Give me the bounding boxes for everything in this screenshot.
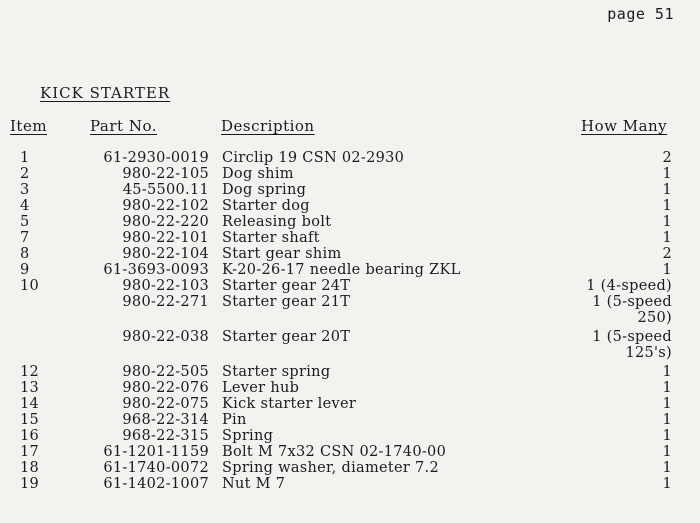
quantity bbox=[460, 329, 672, 361]
item-number: 5 bbox=[20, 214, 30, 230]
part-description: Releasing bolt bbox=[222, 214, 332, 230]
table-row bbox=[0, 329, 700, 362]
quantity bbox=[460, 150, 672, 166]
part-description: Spring washer, diameter 7.2 bbox=[222, 460, 439, 476]
quantity-line: 1 bbox=[662, 460, 672, 476]
item-number: 19 bbox=[20, 476, 40, 492]
part-description: Lever hub bbox=[222, 380, 300, 396]
part-description: Nut M 7 bbox=[222, 476, 286, 492]
part-description: Bolt M 7x32 CSN 02-1740-00 bbox=[222, 444, 447, 460]
part-number: 980-22-075 bbox=[122, 396, 209, 412]
quantity-line: 1 bbox=[662, 182, 672, 198]
part-number: 980-22-101 bbox=[122, 230, 209, 246]
part-number: 980-22-105 bbox=[122, 166, 209, 182]
column-header-description: Description bbox=[221, 117, 315, 135]
quantity bbox=[460, 166, 672, 182]
part-description: Pin bbox=[222, 412, 247, 428]
item-number: 8 bbox=[20, 246, 30, 262]
table-row bbox=[0, 294, 700, 327]
quantity-line: 1 bbox=[662, 166, 672, 182]
part-number: 980-22-104 bbox=[122, 246, 209, 262]
table-row bbox=[0, 278, 700, 294]
table-row bbox=[0, 364, 700, 380]
quantity-line: 1 bbox=[662, 476, 672, 492]
table-row bbox=[0, 230, 700, 246]
part-number: 980-22-102 bbox=[122, 198, 209, 214]
table-row bbox=[0, 444, 700, 460]
table-row bbox=[0, 380, 700, 396]
quantity-line: 1 bbox=[662, 412, 672, 428]
part-description: Starter gear 21T bbox=[222, 294, 351, 310]
part-number: 61-3693-0093 bbox=[103, 262, 209, 278]
quantity bbox=[460, 412, 672, 428]
parts-list bbox=[0, 150, 700, 492]
item-number: 18 bbox=[20, 460, 40, 476]
part-number: 61-1740-0072 bbox=[103, 460, 209, 476]
quantity bbox=[460, 246, 672, 262]
quantity-line: 1 bbox=[662, 396, 672, 412]
quantity-line: 1 (5-speed bbox=[592, 294, 672, 310]
quantity-line: 2 bbox=[662, 246, 672, 262]
part-number: 980-22-038 bbox=[122, 329, 209, 345]
item-number: 4 bbox=[20, 198, 30, 214]
table-row bbox=[0, 412, 700, 428]
item-number: 9 bbox=[20, 262, 30, 278]
column-header-how-many: How Many bbox=[581, 117, 668, 135]
part-description: Dog spring bbox=[222, 182, 307, 198]
table-row bbox=[0, 198, 700, 214]
item-number: 7 bbox=[20, 230, 30, 246]
part-description: Starter gear 20T bbox=[222, 329, 351, 345]
table-row bbox=[0, 214, 700, 230]
item-number: 13 bbox=[20, 380, 40, 396]
part-number: 968-22-315 bbox=[122, 428, 209, 444]
table-row bbox=[0, 396, 700, 412]
part-number: 61-1201-1159 bbox=[103, 444, 209, 460]
quantity bbox=[460, 294, 672, 326]
item-number: 2 bbox=[20, 166, 30, 182]
page-number: page 51 bbox=[607, 5, 674, 23]
quantity-line: 1 bbox=[662, 364, 672, 380]
part-number: 980-22-076 bbox=[122, 380, 209, 396]
part-description: Spring bbox=[222, 428, 274, 444]
quantity-line: 1 bbox=[662, 262, 672, 278]
quantity bbox=[460, 214, 672, 230]
table-row bbox=[0, 166, 700, 182]
part-description: Start gear shim bbox=[222, 246, 342, 262]
table-row bbox=[0, 428, 700, 444]
item-number: 15 bbox=[20, 412, 40, 428]
quantity-line: 1 bbox=[662, 214, 672, 230]
quantity-line: 125's) bbox=[625, 345, 672, 361]
quantity-line: 1 bbox=[662, 198, 672, 214]
part-description: Circlip 19 CSN 02-2930 bbox=[222, 150, 405, 166]
quantity bbox=[460, 198, 672, 214]
item-number: 12 bbox=[20, 364, 40, 380]
item-number: 14 bbox=[20, 396, 40, 412]
quantity bbox=[460, 396, 672, 412]
column-header-item: Item bbox=[10, 117, 48, 135]
table-row bbox=[0, 460, 700, 476]
part-description: Starter spring bbox=[222, 364, 331, 380]
part-number: 61-2930-0019 bbox=[103, 150, 209, 166]
item-number: 1 bbox=[20, 150, 30, 166]
table-row bbox=[0, 150, 700, 166]
table-row bbox=[0, 246, 700, 262]
quantity bbox=[460, 182, 672, 198]
table-row bbox=[0, 262, 700, 278]
quantity-line: 1 bbox=[662, 230, 672, 246]
quantity-line: 1 bbox=[662, 380, 672, 396]
part-number: 980-22-505 bbox=[122, 364, 209, 380]
quantity bbox=[460, 380, 672, 396]
item-number: 16 bbox=[20, 428, 40, 444]
part-description: Starter gear 24T bbox=[222, 278, 351, 294]
column-header-part-no: Part No. bbox=[90, 117, 157, 135]
quantity-line: 1 (4-speed) bbox=[586, 278, 672, 294]
quantity bbox=[460, 230, 672, 246]
part-number: 980-22-220 bbox=[122, 214, 209, 230]
part-description: Starter dog bbox=[222, 198, 310, 214]
part-number: 45-5500.11 bbox=[122, 182, 209, 198]
part-number: 61-1402-1007 bbox=[103, 476, 209, 492]
quantity-line: 1 (5-speed bbox=[592, 329, 672, 345]
part-description: K-20-26-17 needle bearing ZKL bbox=[222, 262, 461, 278]
quantity bbox=[460, 428, 672, 444]
quantity-line: 1 bbox=[662, 444, 672, 460]
part-number: 980-22-271 bbox=[122, 294, 209, 310]
quantity bbox=[460, 476, 672, 492]
part-description: Kick starter lever bbox=[222, 396, 357, 412]
section-title: KICK STARTER bbox=[40, 84, 171, 102]
quantity bbox=[460, 364, 672, 380]
quantity-line: 250) bbox=[637, 310, 672, 326]
quantity-line: 1 bbox=[662, 428, 672, 444]
quantity bbox=[460, 262, 672, 278]
part-description: Dog shim bbox=[222, 166, 294, 182]
table-row bbox=[0, 182, 700, 198]
quantity bbox=[460, 460, 672, 476]
quantity-line: 2 bbox=[662, 150, 672, 166]
item-number: 17 bbox=[20, 444, 40, 460]
table-row bbox=[0, 476, 700, 492]
quantity bbox=[460, 278, 672, 294]
quantity bbox=[460, 444, 672, 460]
item-number: 10 bbox=[20, 278, 40, 294]
part-number: 968-22-314 bbox=[122, 412, 209, 428]
item-number: 3 bbox=[20, 182, 30, 198]
part-number: 980-22-103 bbox=[122, 278, 209, 294]
part-description: Starter shaft bbox=[222, 230, 320, 246]
